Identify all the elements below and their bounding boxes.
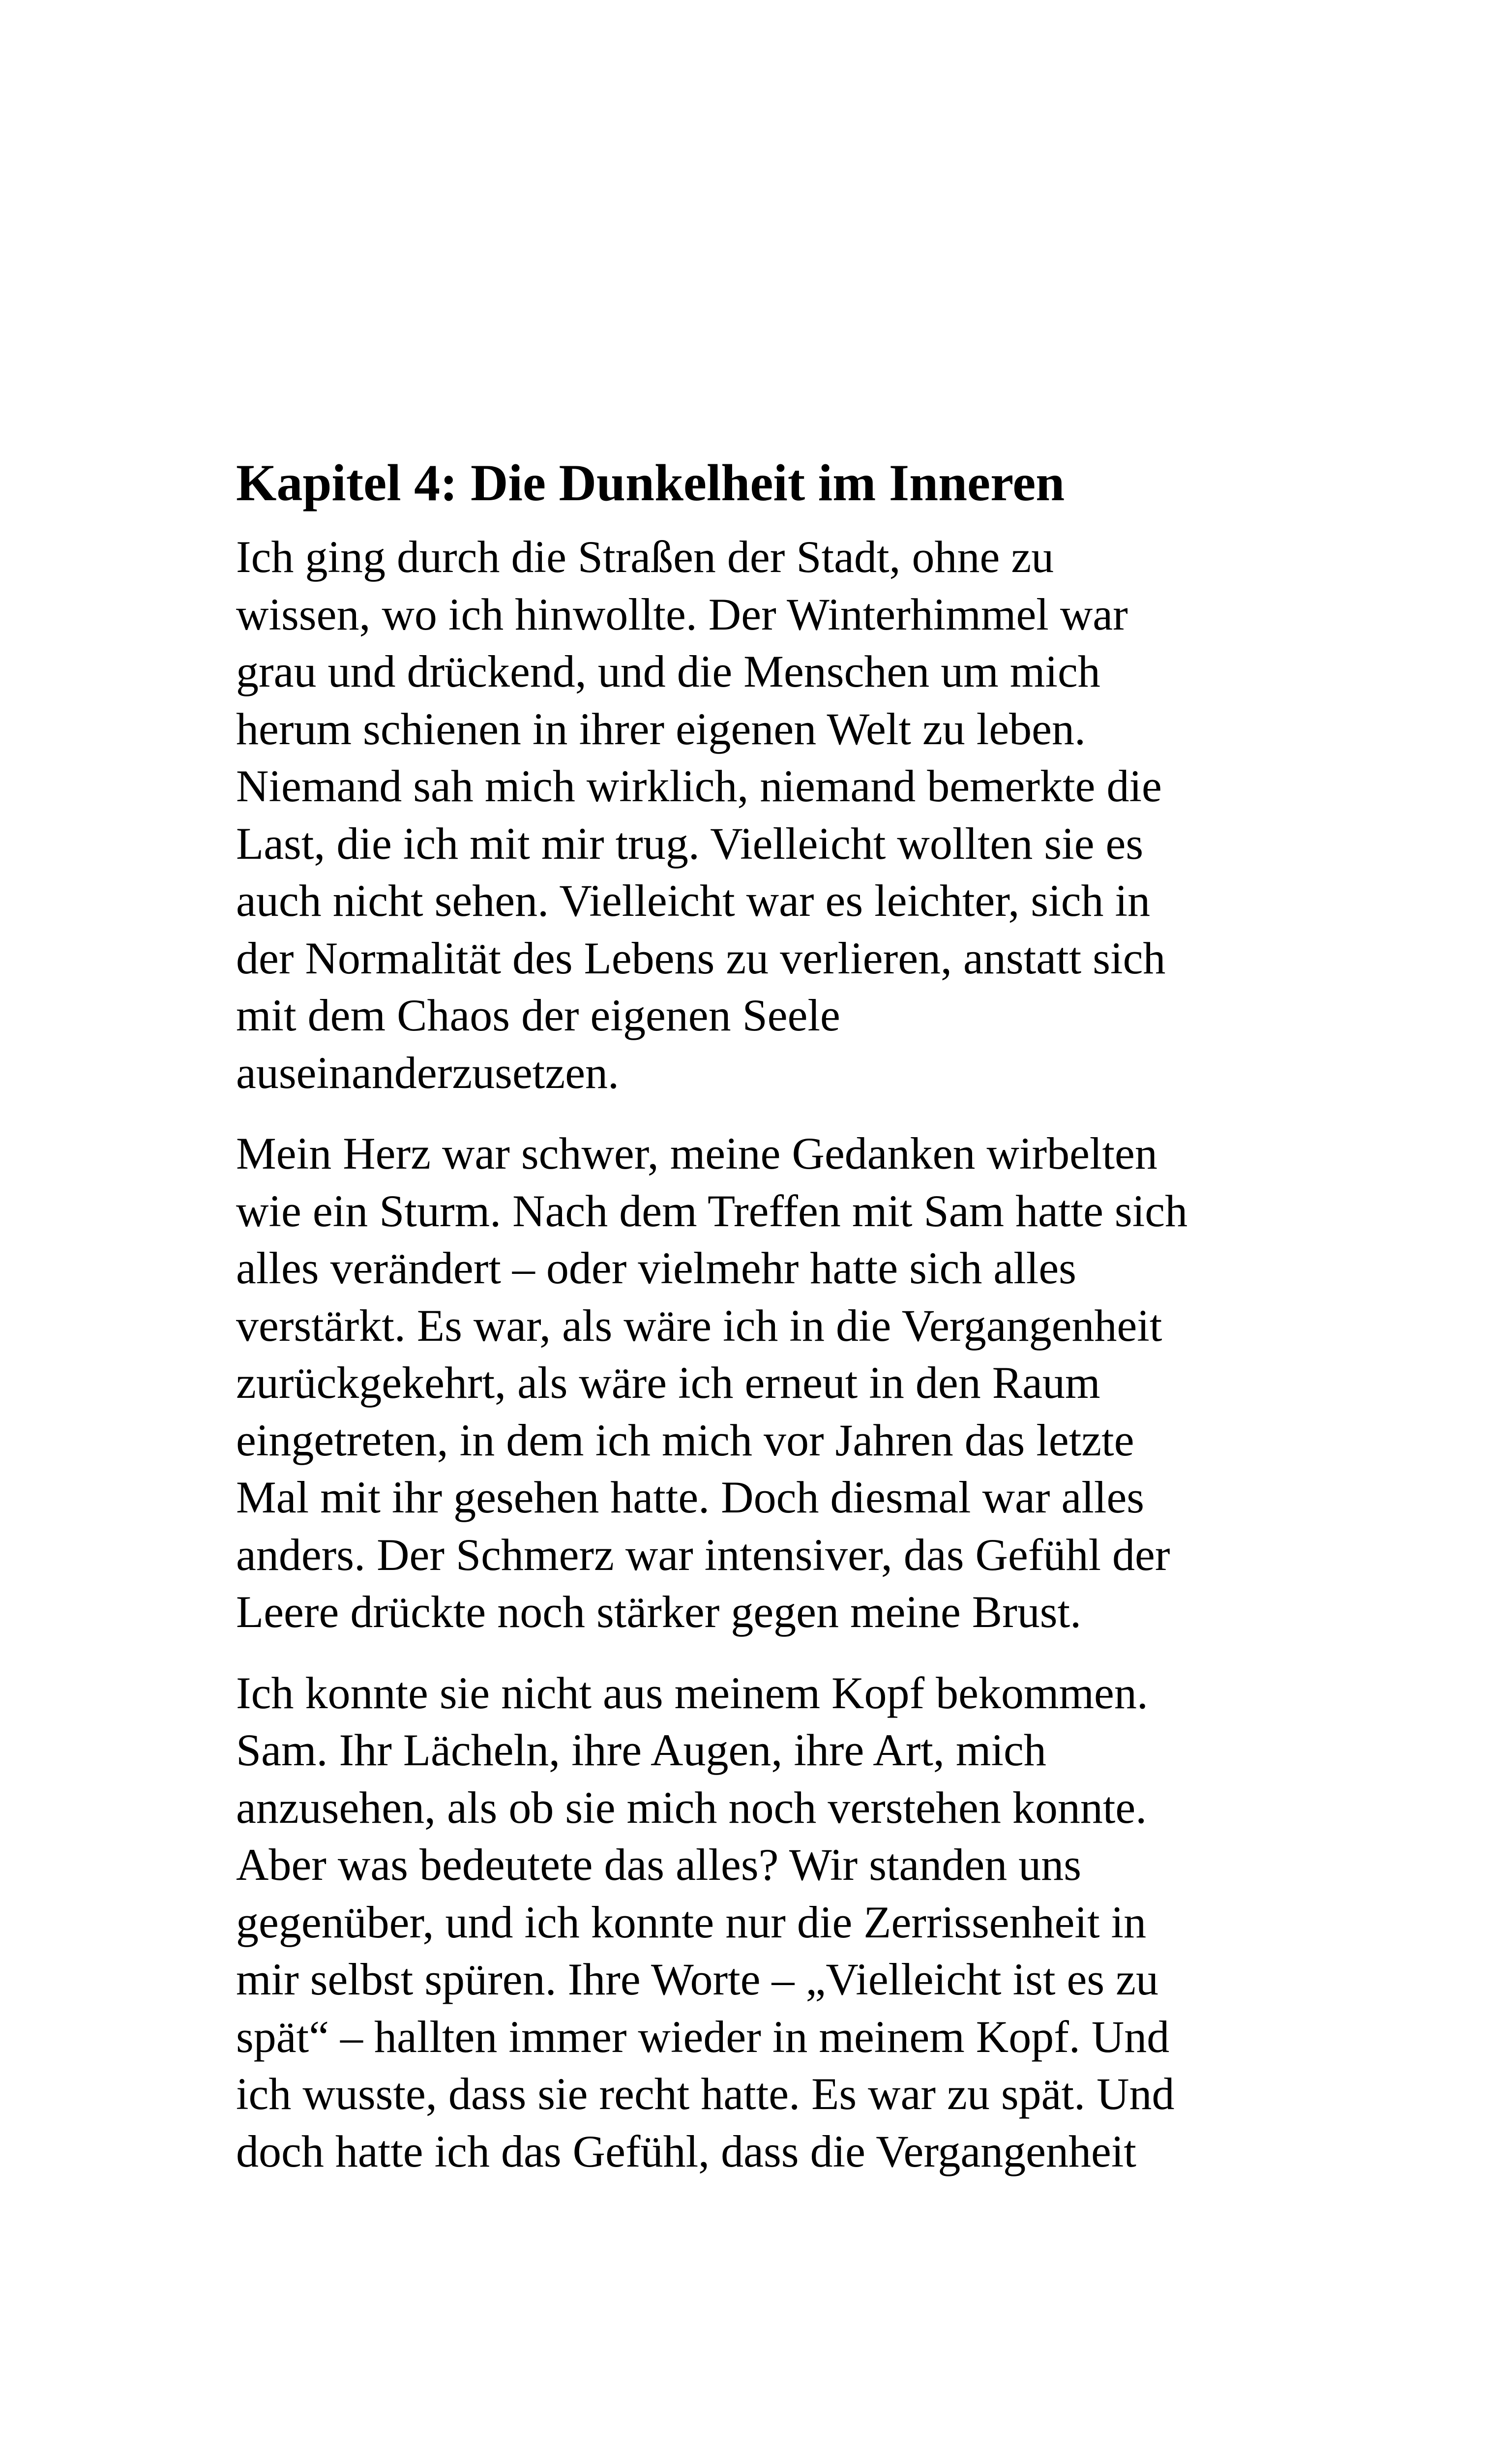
paragraph-line: alles verändert – oder vielmehr hatte sich alles xyxy=(236,1243,1076,1293)
paragraph-line: zurückgekehrt, als wäre ich erneut in den Raum xyxy=(236,1357,1100,1408)
paragraph-line: eingetreten, in dem ich mich vor Jahren das letzte xyxy=(236,1415,1134,1465)
paragraph-line: gegenüber, und ich konnte nur die Zerrissenheit in xyxy=(236,1897,1147,1947)
paragraph-line: verstärkt. Es war, als wäre ich in die Vergangenheit xyxy=(236,1300,1162,1351)
paragraph-line: grau und drückend, und die Menschen um mich xyxy=(236,646,1100,696)
paragraph-line: Ich konnte sie nicht aus meinem Kopf bekommen. xyxy=(236,1667,1148,1718)
paragraph-line: doch hatte ich das Gefühl, dass die Vergangenheit xyxy=(236,2126,1136,2176)
chapter-title: Kapitel 4: Die Dunkelheit im Inneren xyxy=(236,454,1065,512)
paragraph-line: wie ein Sturm. Nach dem Treffen mit Sam hatte sich xyxy=(236,1185,1188,1236)
paragraph-line: Niemand sah mich wirklich, niemand bemerkte die xyxy=(236,761,1162,811)
page-content xyxy=(236,452,1303,2203)
paragraph-line: Last, die ich mit mir trug. Vielleicht wollten sie es xyxy=(236,818,1144,869)
paragraph-line: Sam. Ihr Lächeln, ihre Augen, ihre Art, mich xyxy=(236,1725,1046,1775)
paragraph-line: auseinanderzusetzen. xyxy=(236,1047,620,1098)
paragraph-line: der Normalität des Lebens zu verlieren, anstatt sich xyxy=(236,933,1166,983)
paragraph-line: auch nicht sehen. Vielleicht war es leichter, sich in xyxy=(236,875,1151,926)
paragraph-2 xyxy=(236,1125,1303,1641)
paragraph-line: spät“ – hallten immer wieder in meinem Kopf. Und xyxy=(236,2011,1170,2062)
paragraph-line: wissen, wo ich hinwollte. Der Winterhimmel war xyxy=(236,589,1128,639)
paragraph-line: Mal mit ihr gesehen hatte. Doch diesmal war alles xyxy=(236,1472,1145,1522)
paragraph-3 xyxy=(236,1664,1303,2180)
paragraph-line: anders. Der Schmerz war intensiver, das Gefühl der xyxy=(236,1529,1170,1580)
paragraph-line: Mein Herz war schwer, meine Gedanken wirbelten xyxy=(236,1128,1157,1178)
paragraph-line: Leere drückte noch stärker gegen meine Brust. xyxy=(236,1587,1082,1637)
paragraph-line: Aber was bedeutete das alles? Wir standen uns xyxy=(236,1840,1082,1890)
paragraph-1 xyxy=(236,528,1303,1101)
paragraph-line: mit dem Chaos der eigenen Seele xyxy=(236,990,840,1040)
paragraph-line: anzusehen, als ob sie mich noch verstehen konnte. xyxy=(236,1782,1147,1833)
paragraph-line: herum schienen in ihrer eigenen Welt zu leben. xyxy=(236,703,1086,754)
paragraph-line: mir selbst spüren. Ihre Worte – „Vielleicht ist es zu xyxy=(236,1954,1158,2004)
paragraph-line: Ich ging durch die Straßen der Stadt, ohne zu xyxy=(236,532,1054,582)
paragraph-line: ich wusste, dass sie recht hatte. Es war zu spät. Und xyxy=(236,2069,1175,2119)
